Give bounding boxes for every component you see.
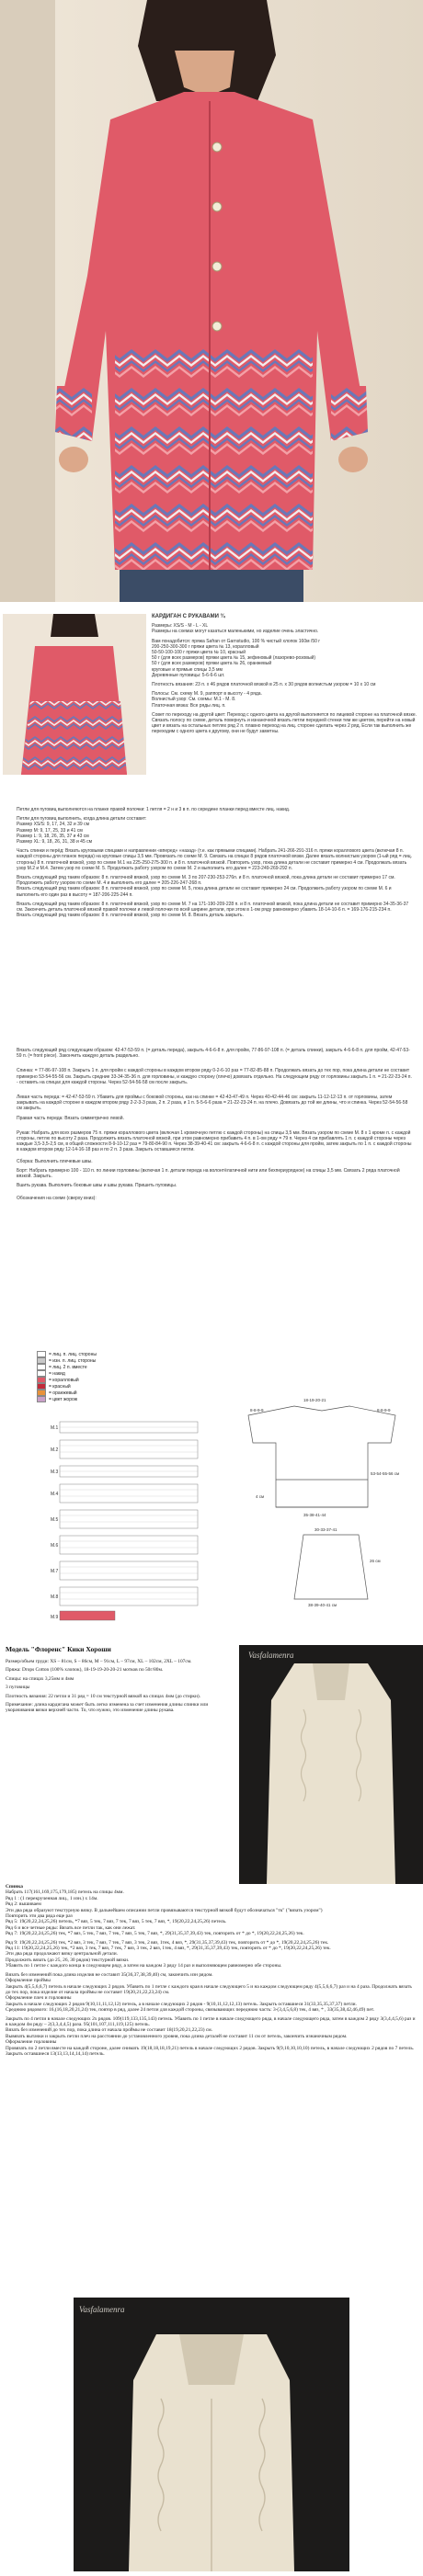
back-text: Спинка: = 77-86-97-108 п. Закрыть 1 п. для пройм с каждой стороны в каждом втором ряду 0-2-6-10 раз = 77-82-85-88 п. Продолжать вязать до тех пор, пока длина детали не составит примерно 53-54-55-56 см. Закрыть средние 33-34-35-36 п. для горловины, и каждую сторону (плечо) довязать отдельно. На следующем ряду от горловины закрыть 1 п. = 21-22-23-24 п. - оставить на спицах для каждой стороны. Через 52-54-56-58 см после закрыть. [17, 1068, 414, 1085]
measurement-label: 18-19-20-21 [303, 1398, 326, 1402]
legend-swatch [37, 1377, 46, 1383]
buttonhole-text: Петли для пуговиц выполняются на планке правой полочки: 1 петля = 2 н и 3 в п. по середине планки перед вместе лиц. накид. [17, 807, 291, 812]
charts-svg [51, 1420, 216, 1622]
second-note: Примечание: длина кардигана может быть легко изменена за счет изменения длины спинки или укорачивания вязки верхней части. То, что нужно, это изменение длины рукава. [6, 1702, 210, 1714]
tip-text: Совет по переходу на другой цвет: Переход с одного цвета на другой выполняется по лицевой стороне на платочной вязке. Связать полосу по схеме, деталь повернуть и изнаночной вязать петли передней стенки тем же цветом, перейти на новый цвет и вязать на остальных петлях ряд 2 п. плавно переход на лиц. стороне сделать через 2 ряд. Если так выполнить же переходим с одного цвета к другому, они не будут заметны. [152, 711, 418, 735]
measurement-label: 35-38-41-44 [303, 1513, 326, 1517]
back-body: Набрать 117(161,169,175,179,185) петель на спицы 4мм. Ряд 1 : (1 перекрученная лиц., 1 изн.) х 14м. Ряд 2: вышиваем Эти два ряда образуют текстурную вязку. В дальнейшем описании петли провязываются текстурной вязкой будут обозначаться "тк" ("вязать узором") Повторить эти два ряда еще раз Ряд 5: 19(20,22,24,25,26) петель, *7 вяз, 5 тек, 7 вяз, 7 тек, 7 вяз, 5 тек, 7 вяз, *, 19(20,22,24,25,26) петель. Ряд 6 и все четные ряды: Вязать все петли так, как они лежат. Ряд 7: 19(20,22,24,25,26) тек, *7 вяз, 5 тек, 7 вяз, 7 тек, 7 вяз, 5 тек, 7 вяз, *, 29(31,35,37,39,43) тек, повторить от * до *, 19(20,22,24,25,26) тек. [6, 1889, 323, 1937]
legend-label: = накид [49, 1370, 65, 1377]
legend-swatch [37, 1396, 46, 1402]
legend-swatch [37, 1351, 46, 1357]
chart-label: M.3 [51, 1470, 59, 1475]
measurement-label: 4 см [256, 1494, 265, 1499]
legend-item [37, 1383, 175, 1390]
pattern-title: КАРДИГАН С РУКАВАМИ ¾ [152, 614, 225, 619]
small-photo [3, 614, 146, 775]
yarn-text: Вам понадобится: пряжа Safran от Garnstudio, 100 % чистый хлопок 160м /50 г 200-250-300-300 г пряжи цвета № 13, коралловый 50-50-100-100 г пряжи цвета № 10, красный 50 г (для всех размеров) пряжи цвета № 15, зефиновый (лазорево-розовый) 50 г (для всех размеров) пряжи цвета № 26, оранжевый круговые и прямые спицы 3,5 мм Деревянные пуговицы: 5-6-6-6 шт. [152, 638, 321, 678]
legend-item [37, 1364, 175, 1370]
cream-cardigan-bottom-svg [74, 2298, 349, 2571]
stripes-text: Полосы: См. схему М. 9, раппорт в высоту - 4 ряда. Волнистый узор: См. схемы: M.1 - M. 8. Платочная вязка: Все ряды лиц. п. [152, 691, 262, 709]
body-text: Часть спинки и перёд: Вязать круговыми спицами и направлении «вперед» «назад» (т.е. как прямыми спицами). Набрать 241-266-291-316 п. пряжи кораллового цвета (включая 8 п. каждой стороны для планок переда) на круговые спицы 3,5 мм. Провязать по схеме М. 9. Связать на спицах 8 рядов платочной вязки. Далее вязать волнистым узором (1-ый ряд = лиц. стороны) 8 п. платочной вязкой, узор по схеме М.1 на 225-250-275-300 п. и 8 п. платочной вязкой. Повторить узор, пока длина детали не составит примерно 4 см. Продолжать вязать узор М.2 и М.4. Затем узор по схеме М. 5. Продолжать работу узором по схеме М. 2 и выполнить его далее = 223-249-269-292 п. [17, 848, 414, 871]
pattern-header-block [152, 614, 418, 735]
garment-schematic [230, 1388, 414, 1608]
measurement-label: 38-39-40-41 см [308, 1603, 337, 1607]
watermark-signature: Vasfalamenra [248, 1651, 294, 1660]
schematic-svg [230, 1388, 414, 1608]
legend-label: = оранжевый [49, 1390, 77, 1396]
second-yarn: Пряжа: Drops Cotton (100% хлопок), 18-19-19-20-20-21 мотков по 50г/80м. [6, 1667, 164, 1674]
legend-item [37, 1351, 175, 1357]
photo-cream-cardigan-bottom [74, 2298, 349, 2571]
legend-label: = красный [49, 1383, 71, 1390]
legend-item [37, 1377, 175, 1383]
legend-title: Обозначения на схеме (сверху вниз): [17, 1196, 97, 1202]
legend-item [37, 1390, 175, 1396]
photo-coral-cardigan-small [3, 614, 146, 775]
legend-label: = лиц. 2 п. вместе [49, 1364, 87, 1370]
sleeve-split-text: Вязать следующий ряд следующим образом: 42-47-53-59 п. (= деталь переда), закрыть 4-6-6-8 п. для пройм, 77-86-97-108 п. (= деталь спинки), закрыть 4-6-6-8 п. для пройм, 42-47-53-59 п. (= front piece). Закончить каждую деталь раздельно. [17, 1048, 410, 1060]
sleeves-text: Рукав: Набрать для всех размеров 75 п. пряжи кораллового цвета (включая 1 кромочную петлю с каждой стороны) на спицы 3,5 мм. Вязать узором по схеме М. 8 x 1 кроме п. с каждой стороны, петлю по высоту 2 раза. Продолжить вязать платочной вязкой, при этом равномерно прибавить 4 п. в 1-ом ряду = 79 п. Через 4 см прибавлять 1 п. с каждой стороны через каждые 3,5-3,5-2,5 см, в общей сложности 8-9-10-12 раз = 79-80-84-90 п. Через 38-39-40-41 см: закрыть 4-6-6-8 п. с каждой стороны для пройм, затем закрыть по 1 п. с каждой стороны в каждом втором ряду 12-14-16-18 раз и по 2 п. 3 раза. Закрыть оставшиеся петли. [17, 1129, 413, 1153]
chart-label: M.5 [51, 1517, 59, 1523]
right-front-text: Правая часть переда: Вязать симметрично левой. [17, 1115, 124, 1121]
chart-label: M.1 [51, 1425, 59, 1431]
body-text-3: Вязать следующий ряд таким образом: 8 п. платочной вязкой, узор по схеме М. 7 на 171-190-209-228 п. и 8 п. платочной вязкой, пока длина детали не составит примерно 34-35-36-37 см. Закончить деталь платочной вязкой правой полочки и левой полочки по всей ширине детали, при этом в 1-ом ряду равномерно убавить 18-14-10-6 п. = 169-176-215-234 п. Вязать следующий ряд таким образом: 8 п. платочной вязкой, узор по схеме М. 8. Вязать деталь закрыть. [17, 901, 409, 919]
legend-label: = изн. п. лиц. стороны [49, 1357, 97, 1364]
second-needles: Спицы: на спицах 3,25мм и 4мм [6, 1675, 74, 1682]
legend-swatch [37, 1370, 46, 1377]
chart-label: M.7 [51, 1569, 59, 1574]
gauge-text: Плотность вязания: 23 п. x 46 рядов платочной вязкой в 25 п. x 30 рядов волнистым узором = 10 x 10 см [152, 682, 376, 688]
border-text: Борт: Набрать примерно 100 - 110 п. по линии горловины (включая 1 п. детали переда на волонтёлатичной нити или бехпериурядное) на спицы 3,5 мм. Связать 2 ряда платочной вязкой. Закрыть. [17, 1167, 402, 1180]
second-pattern-body [6, 1884, 417, 2057]
legend-item [37, 1357, 175, 1364]
measurement-label: 30-33-37-41 [314, 1527, 337, 1532]
second-pattern-block [6, 1645, 235, 1714]
measurement-label: 8-8-9-9 [377, 1408, 391, 1413]
second-extra: 3 пуговицы [6, 1685, 30, 1691]
cream-cardigan-svg [239, 1645, 423, 1884]
pattern-body-block [17, 807, 412, 918]
chart-label: M.9 [51, 1615, 59, 1620]
legend-label: = лиц. п. лиц. стороны [49, 1351, 97, 1357]
left-front-text: Левая часть переда: = 42-47-53-59 п. Убавить для проймы с боковой стороны, как на спинке = 42-43-47-49 п. Через 40-42-44-46 см: закрыть 11-12-12-13 п. от горловины, затем закрывать на каждой стороне в каждом втором ряду 2-2-3-3 раза, 2 п. 2 раза, и 1 п. 5-5-6-6 раза = 21-22-23-24 п. на плечо. Довязать до той же длины, что и спинка. Через 52-54-56-58 см закрыть. [17, 1095, 409, 1112]
legend-item [37, 1370, 175, 1377]
photo-coral-cardigan [0, 0, 423, 602]
measurement-label: 8-8-9-9 [250, 1408, 264, 1413]
legend-swatch [37, 1390, 46, 1396]
chart-label: M.8 [51, 1594, 59, 1600]
photo-cream-cardigan-top [239, 1645, 423, 1884]
buttonhole-sizes: Петли для пуговиц выполнить, когда длина детали составит: Размер XS/S: 9, 17, 24, 32 и 39 см Размер M: 9, 17, 25, 33 и 41 см Размер L: 9, 18, 26, 35, 37 и 43 см Размер XL: 9, 18, 26, 31, 38 и 45 см [17, 816, 147, 845]
measurement-label: 26 см [370, 1559, 381, 1563]
pattern-body-block-2 [17, 1048, 412, 1206]
sizes-text: Размеры: XS/S - M - L - XL Размеры на схемах могут казаться маленькими, но изделие очень эластично. [152, 623, 319, 635]
knitting-charts [51, 1420, 216, 1622]
legend-item [37, 1396, 175, 1402]
legend-swatch [37, 1383, 46, 1390]
legend-label: = цвет жорож [49, 1396, 78, 1402]
watermark-signature: Vasfalamenra [79, 2305, 125, 2314]
symbol-legend [37, 1351, 175, 1402]
finish-text: Вшить рукава. Выполнить боковые швы и швы рукава. Пришить пуговицы. [17, 1183, 177, 1189]
legend-label: = коралловый [49, 1377, 79, 1383]
chart-label: M.6 [51, 1543, 59, 1549]
chart-label: M.2 [51, 1447, 59, 1453]
measurement-label: 53-54-55-56 см [371, 1471, 400, 1476]
back-body-3: Вязать без изменений пока длина изделия не составит 35(36,37,38,39,40) см, закончить изн рядом. Оформление проймы Закрыть 4(5,5,6,6,7) петель в начале следующих 2 рядов. Убавить по 1 петле с каждого края в начале следующего 5 и на каждом следующем ряду 4(5,5,6,6,7) раз и на 4 раза. Продолжать вязать до тех пор, пока изделие от начала проймы не составит 19(20,21,22,23,24) см. Оформление плеч и горловины Закрыть в начале следующих 2 рядов 9(10,11,11,12,12) петель, а в начале следующих 2 рядов - 9(10,11,12,12,13) петель. Закрыть оставшиеся 31(33,35,35,37,37) петли. Среднюю рядового: 16,(16,18,20,21,24) тек, повтор в ряд, далее 24 петли для каждой стороны, связывающих переднюю часть: 3-(3,4,5,6,8) тек, 4 вяз, * , 33(35,38,42,46,49) пет. [6, 1971, 412, 2014]
assembly-text: Сборка: Выполнить плечевые швы. [17, 1158, 93, 1164]
legend-swatch [37, 1357, 46, 1364]
back-header: Спинка [6, 1884, 23, 1889]
back-body-2: Ряд 9: 19(20,22,24,25,26) тек, *2 вяз, 3 тек, 7 вяз, 7 тек, 7 вяз, 3 тек, 2 вяз, 1тек, 4 вяз, *, 29(31,35,37,39,43) тек, повторить от * до *, 19(20,22,24,25,26) тек. Ряд 11: 19(20,22,24,25,26) тек, *2 вяз, 3 тек, 7 вяз, 7 тек, 7 вяз, 3 тек, 2 вяз, 1тек, 4 вяз, *, 29(31,35,37,39,43) тек, повторить от * до *, 19(20,22,24,25,26) тек. Эти два ряда продолжают вязку центральной детали. Продолжить вязать (до 25, 26, 30 рядов) текстурной вязки. Убавить по 1 петле с каждого конца в следующем ряду, а затем на каждом 3 ряду 14 раз и выполняющем равномерно обе стороны. [6, 1939, 331, 1969]
front-body: Закрыть по 4 петли в начале следующих 2х рядов. 109(119,133,135,143) петель. Убавить по 1 петле в начале следующего ряда, в начале следующего ряда, затем в каждом 2 ряду 3(3,4,4,5,6) раз и в каждом 4м ряду – 2(3,3,4,4,5) раза. 95(101,107,111,119,125) петель. Вязать без изменений до тех пор, пока длина от начала проймы не составит 18(19,20,21,22,23) см. Вывязать вытачки и закрыть петли плеч на расстоянии до установленного уровня, пока длина деталей не составит 11 см от петель, закончить изнаночным рядом. Оформление горловины Провязать по 2 петли вместе на каждой стороне, далее снимать 19(18,18,18,19,21) петель в начале следующих 2 рядов. Закрыть 9(9,10,10,10,10) петель, в начале следующих 2 рядов по 7 петель. Закрыть оставшиеся 13(13,13,14,14,14) петель. [6, 2015, 416, 2057]
main-photo [0, 0, 423, 602]
second-pattern-title: Модель "Флоренс" Кики Хороши [6, 1645, 111, 1653]
second-gauge: Плотность вязания: 22 петли и 31 ряд = 10 см текстурной вязкой на спицах 4мм (до стирки). [6, 1693, 201, 1699]
chart-label: M.4 [51, 1492, 59, 1497]
legend-swatch [37, 1364, 46, 1370]
body-text-2: Вязать следующий ряд таким образом: 8 п. платочной вязкой, узор по схеме М. 3 по 207-230-253-276п. и 8 п. платочной вязкой, пока длина детали не составит примерно 17 см. Продолжить работу узором по схеме М. 4 и выполнить его далее = 205-226-247-268 п. Вязать следующий ряд таким образом: 8 п. платочной вязкой, узор по схеме М. 5, пока длина детали не составит примерно 24 см. Продолжить работу узором по схеме М. 6 и выполнить его один раз в высоту = 187-206-225-244 п. [17, 875, 395, 898]
second-sizes: Размер/объем груди: XS – 81см, S – 86см, M – 91см, L – 97см, XL – 102см, 2XL – 107см. [6, 1659, 192, 1664]
